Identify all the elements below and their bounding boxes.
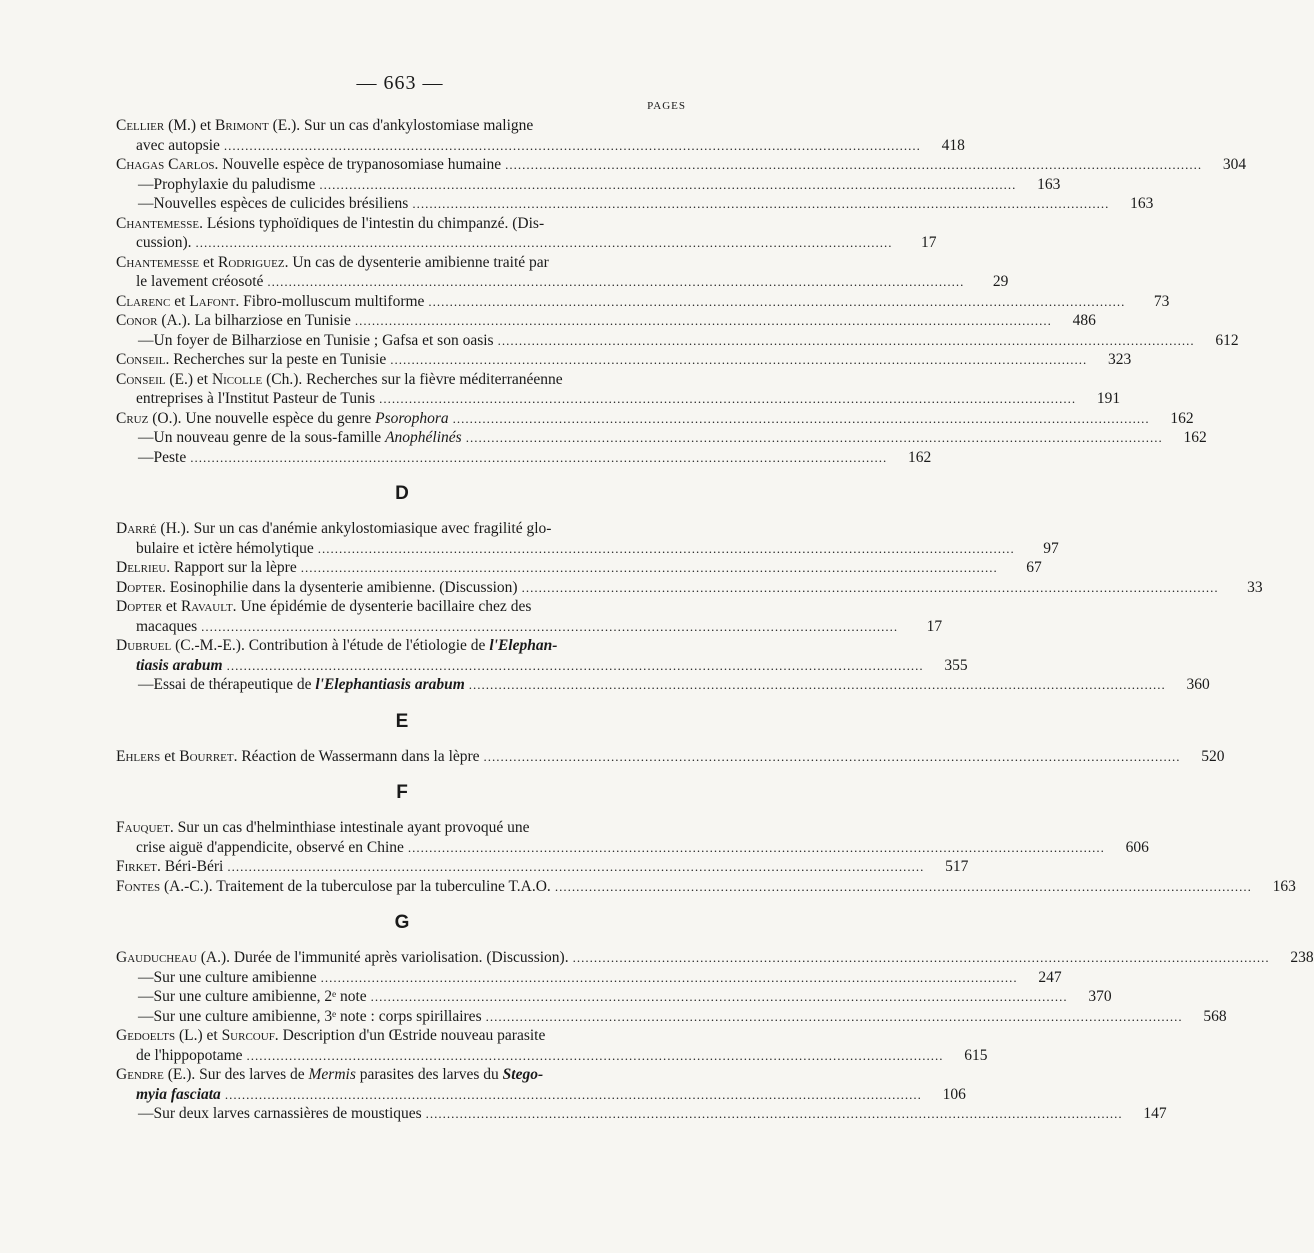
entry-cellier: Cellier (M.) et Brimont (E.). Sur un cas d'ankylostomiase maligne avec autopsie .................................................................................................................................................................... 418: [116, 117, 965, 154]
page-ref: 323: [1108, 351, 1132, 368]
page-ref: 486: [1072, 312, 1096, 329]
index-entries: [116, 116, 1314, 1124]
page-ref: 106: [942, 1085, 966, 1103]
page-ref: 304: [1222, 156, 1247, 173]
page-ref: 517: [945, 858, 969, 875]
page-ref: 17: [926, 617, 943, 635]
entry-conor: Conor (A.). La bilharziose en Tunisie .................................................................................................................................................................... 486 — Un foyer de Bilharziose en Tunisie ; Gafsa et son oasis .................................................................................................................................................................... 612: [116, 312, 1239, 349]
page-ref: 147: [1143, 1105, 1167, 1122]
entry-clarenc: Clarenc et Lafont. Fibro-molluscum multiforme .................................................................................................................................................................... 73: [116, 292, 1170, 310]
page-ref: 73: [1153, 292, 1170, 310]
entry-fauquet: Fauquet. Sur un cas d'helminthiase intestinale ayant provoqué une crise aiguë d'appendicite, observé en Chine .................................................................................................................................................................... 606: [116, 819, 1149, 856]
page-ref: 520: [1201, 747, 1225, 765]
page-number: — 663 —: [356, 72, 444, 94]
entry-delrieu: Delrieu. Rapport sur la lèpre .................................................................................................................................................................... 67: [116, 559, 1042, 576]
pages-column-label: PAGES: [647, 100, 686, 112]
section-letter-g: G: [394, 912, 410, 933]
entry-chantemesse-rodriguez: Chantemesse et Rodriguez. Un cas de dysenterie amibienne traité par le lavement créosoté .................................................................................................................................................................... 29: [116, 253, 1009, 290]
entry-conseil-nicolle: Conseil (E.) et Nicolle (Ch.). Recherches sur la fièvre méditerranéenne entreprises à l'Institut Pasteur de Tunis .................................................................................................................................................................... 191: [116, 370, 1121, 407]
entry-dubruel: Dubruel (C.-M.-E.). Contribution à l'étude de l'étiologie de l'Elephan- tiasis arabum .................................................................................................................................................................... 355 — Essai de thérapeutique de l'Elephantiasis arabum .................................................................................................................................................................... 360: [116, 637, 1210, 693]
entry-gendre: Gendre (E.). Sur des larves de Mermis parasites des larves du Stego- myia fasciata .................................................................................................................................................................... 106 — Sur deux larves carnassières de moustiques .................................................................................................................................................................... 147: [116, 1066, 1167, 1122]
page-ref: 191: [1096, 390, 1121, 407]
page-ref: 238: [1290, 949, 1314, 966]
page-ref: 162: [1183, 429, 1207, 446]
entry-darre: Darré (H.). Sur un cas d'anémie ankylostomiasique avec fragilité glo- bulaire et ictère hémolytique .................................................................................................................................................................... 97: [116, 520, 1059, 557]
section-letter-d: D: [395, 483, 409, 504]
page-ref: 418: [941, 136, 965, 154]
page-ref: 162: [1170, 409, 1194, 427]
page-ref: 29: [992, 273, 1009, 290]
entry-conseil: Conseil. Recherches sur la peste en Tunisie .................................................................................................................................................................... 323: [116, 351, 1132, 368]
page-ref: 67: [1026, 559, 1042, 576]
entry-dopter: Dopter. Eosinophilie dans la dysenterie amibienne. (Discussion) .................................................................................................................................................................... 33: [116, 578, 1263, 596]
page-ref: 247: [1038, 968, 1062, 986]
page-ref: 606: [1125, 838, 1149, 856]
entry-gedoelts: Gedoelts (L.) et Surcouf. Description d'un Œstride nouveau parasite de l'hippopotame .................................................................................................................................................................... 615: [116, 1027, 988, 1064]
page-ref: 97: [1043, 539, 1059, 557]
page-ref: 360: [1186, 676, 1210, 693]
page-ref: 612: [1215, 331, 1239, 349]
entry-gauducheau: Gauducheau (A.). Durée de l'immunité après variolisation. (Discussion). .................................................................................................................................................................... 238 — Sur une culture amibienne .................................................................................................................................................................... 247 — Sur une culture amibienne, 2ᵉ note .................................................................................................................................................................... 370 — Sur une culture amibienne, 3ᵉ note : corps spirillaires .................................................................................................................................................................... 568: [116, 949, 1314, 1025]
entry-firket: Firket. Béri-Béri .................................................................................................................................................................... 517: [116, 858, 969, 875]
page-ref: 355: [944, 656, 968, 674]
entry-cruz: Cruz (O.). Une nouvelle espèce du genre Psorophora .................................................................................................................................................................... 162 — Un nouveau genre de la sous-famille Anophélinés .................................................................................................................................................................... 162 — Peste .................................................................................................................................................................... 162: [116, 409, 1207, 466]
page-ref: 163: [1130, 195, 1154, 212]
entry-fontes: Fontes (A.-C.). Traitement de la tuberculose par la tuberculine T.A.O. .................................................................................................................................................................... 163: [116, 877, 1296, 895]
page-ref: 163: [1037, 175, 1061, 193]
page-ref: 163: [1272, 877, 1296, 895]
page-ref: 17: [921, 234, 937, 251]
page-ref: 33: [1247, 578, 1263, 596]
page-ref: 568: [1203, 1007, 1227, 1025]
entry-ehlers: Ehlers et Bourret. Réaction de Wassermann dans la lèpre .................................................................................................................................................................... 520: [116, 747, 1225, 765]
page-ref: 162: [907, 448, 932, 466]
page-ref: 370: [1088, 988, 1112, 1005]
entry-chagas: Chagas Carlos. Nouvelle espèce de trypanosomiase humaine .................................................................................................................................................................... 304 — Prophylaxie du paludisme .................................................................................................................................................................... 163 — Nouvelles espèces de culicides brésiliens .................................................................................................................................................................... 163: [116, 156, 1247, 212]
section-letter-f: F: [396, 782, 408, 803]
section-letter-e: E: [395, 710, 409, 732]
entry-dopter-ravault: Dopter et Ravault. Une épidémie de dysenterie bacillaire chez des macaques .................................................................................................................................................................... 17: [116, 598, 943, 635]
entry-chantemesse: Chantemesse. Lésions typhoïdiques de l'intestin du chimpanzé. (Dis- cussion). .................................................................................................................................................................... 17: [116, 214, 937, 251]
page-ref: 615: [964, 1046, 988, 1064]
